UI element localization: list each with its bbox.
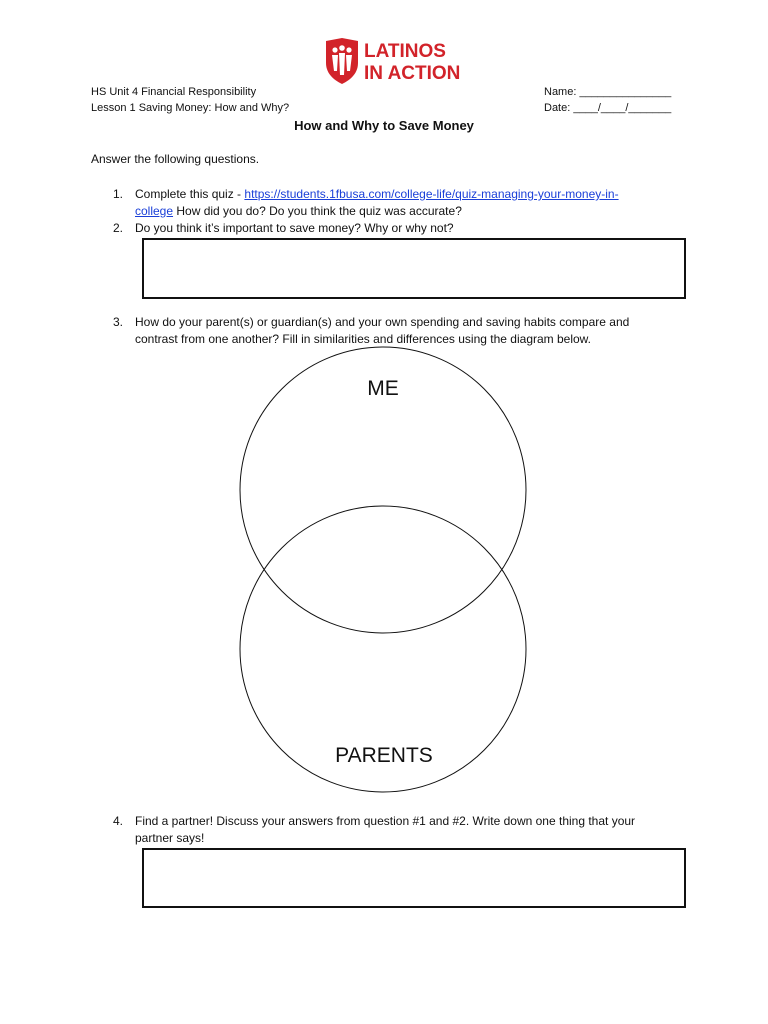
course-label: HS Unit 4 Financial Responsibility <box>91 86 257 98</box>
logo-line1: LATINOS <box>364 41 446 62</box>
lesson-label: Lesson 1 Saving Money: How and Why? <box>91 102 290 114</box>
question-4-line1: Find a partner! Discuss your answers from question #1 and #2. Write down one thing that your <box>135 814 636 828</box>
venn-label-me: ME <box>367 377 399 400</box>
question-1-suffix: How did you do? Do you think the quiz was accurate? <box>173 204 462 218</box>
answer-box-question-4[interactable] <box>142 848 686 908</box>
question-2: Do you think it’s important to save money? Why or why not? <box>135 221 454 235</box>
name-field[interactable]: Name: _______________ <box>544 86 672 98</box>
question-4 <box>135 813 675 847</box>
shield-people-icon <box>326 38 358 84</box>
quiz-link[interactable]: https://students.1fbusa.com/college-life/quiz-managing-your-money-in- <box>244 187 619 201</box>
question-1 <box>135 186 675 220</box>
question-1-prefix: Complete this quiz - <box>135 187 245 201</box>
page-title: How and Why to Save Money <box>294 118 474 133</box>
question-2-number: 2. <box>113 221 124 235</box>
question-1-number: 1. <box>113 187 124 201</box>
latinos-in-action-logo <box>324 37 461 85</box>
answer-box-question-2[interactable] <box>142 238 686 299</box>
question-3-number: 3. <box>113 315 124 329</box>
instructions: Answer the following questions. <box>91 152 260 166</box>
date-field[interactable]: Date: ____/____/_______ <box>544 102 672 114</box>
question-3-line1: How do your parent(s) or guardian(s) and your own spending and saving habits compare and <box>135 315 630 329</box>
question-4-number: 4. <box>113 814 124 828</box>
venn-label-parents: PARENTS <box>335 744 433 767</box>
venn-diagram[interactable] <box>230 340 540 800</box>
question-4-line2: partner says! <box>135 831 205 845</box>
logo-line2: IN ACTION <box>364 63 461 84</box>
question-3-line2: contrast from one another? Fill in similarities and differences using the diagram below. <box>135 332 592 346</box>
quiz-link-continued[interactable]: college <box>135 204 174 218</box>
